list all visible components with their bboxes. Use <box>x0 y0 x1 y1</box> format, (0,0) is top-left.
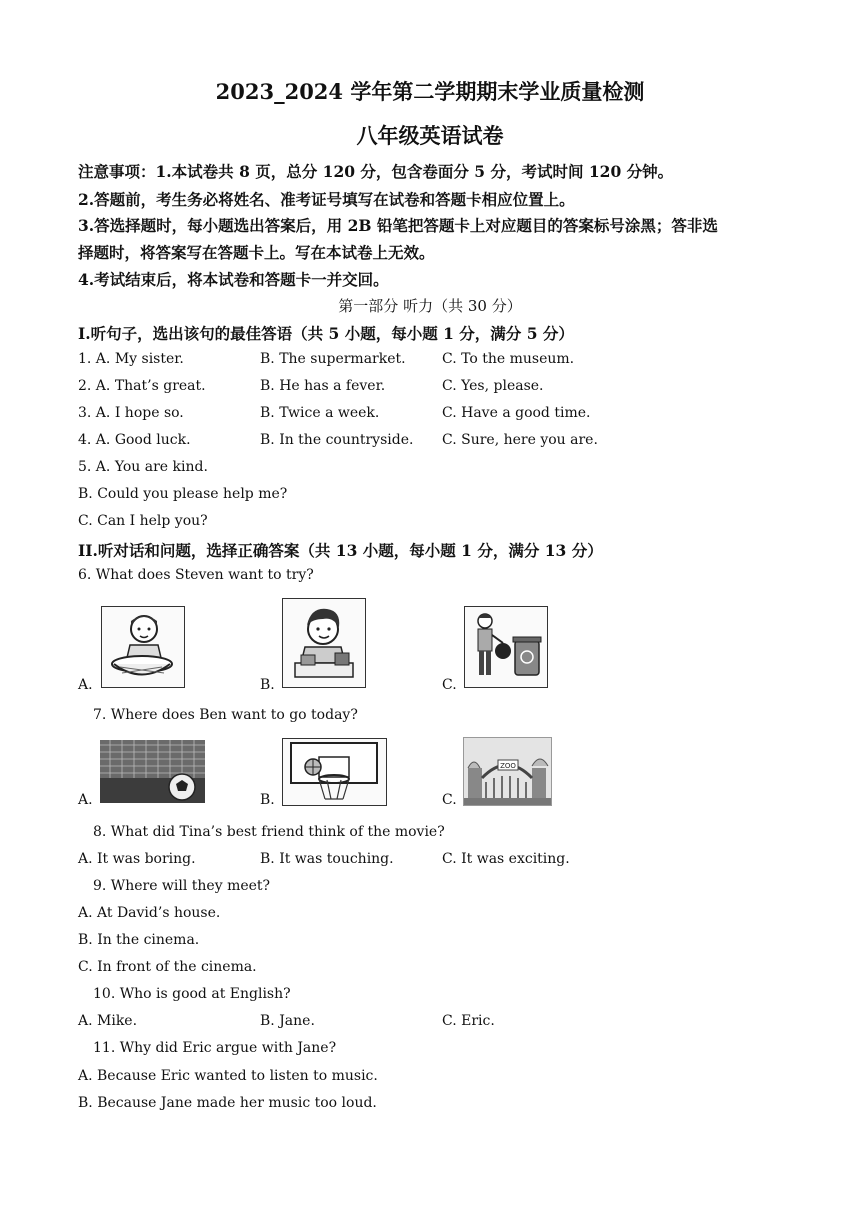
boy-washing-basin-icon <box>101 606 185 688</box>
note-line-2: 2.答题前，考生务必将姓名、准考证号填写在试卷和答题卡相应位置上。 <box>78 190 575 209</box>
q7-question: 7. Where does Ben want to go today? <box>93 707 358 723</box>
zoo-gate-icon <box>463 737 552 806</box>
q9-option-b: B. In the cinema. <box>78 932 200 948</box>
q7-option-a-label: A. <box>78 792 93 808</box>
q10-option-a: A. Mike. <box>78 1013 138 1029</box>
q2-option-b: B. He has a fever. <box>260 378 386 394</box>
q10-option-b: B. Jane. <box>260 1013 315 1029</box>
q6-question: 6. What does Steven want to try? <box>78 567 314 583</box>
q5-option-b: B. Could you please help me? <box>78 486 288 502</box>
q4-option-a: 4. A. Good luck. <box>78 432 191 448</box>
q5-option-a: 5. A. You are kind. <box>78 459 208 475</box>
q1-option-a: 1. A. My sister. <box>78 351 184 367</box>
q6-option-a-label: A. <box>78 677 93 693</box>
note-line-4: 择题时，将答案写在答题卡上。写在本试卷上无效。 <box>78 243 435 262</box>
q2-option-c: C. Yes, please. <box>442 378 544 394</box>
section2-heading: II.听对话和问题，选择正确答案（共 13 小题，每小题 1 分，满分 13 分） <box>78 541 603 560</box>
exam-title: 2023_2024 学年第二学期期末学业质量检测 <box>215 79 645 104</box>
q11-question: 11. Why did Eric argue with Jane? <box>93 1040 337 1056</box>
exam-subtitle: 八年级英语试卷 <box>356 123 504 148</box>
q8-option-a: A. It was boring. <box>78 851 196 867</box>
q1-option-c: C. To the museum. <box>442 351 575 367</box>
q9-question: 9. Where will they meet? <box>93 878 271 894</box>
note-line-5: 4.考试结束后，将本试卷和答题卡一并交回。 <box>78 270 389 289</box>
football-goal-icon <box>100 740 205 803</box>
q9-option-c: C. In front of the cinema. <box>78 959 257 975</box>
q3-option-b: B. Twice a week. <box>260 405 380 421</box>
q9-option-a: A. At David’s house. <box>78 905 221 921</box>
q2-option-a: 2. A. That’s great. <box>78 378 206 394</box>
note-line-3: 3.答选择题时，每小题选出答案后，用 2B 铅笔把答题卡上对应题目的答案标号涂黑；答非选 <box>78 216 718 235</box>
q7-option-c-label: C. <box>442 792 457 808</box>
q3-option-a: 3. A. I hope so. <box>78 405 184 421</box>
q10-question: 10. Who is good at English? <box>93 986 291 1002</box>
q7-option-b-label: B. <box>260 792 275 808</box>
q6-option-b-label: B. <box>260 677 275 693</box>
note-line-1: 注意事项：1.本试卷共 8 页，总分 120 分，包含卷面分 5 分，考试时间 120 分钟。 <box>78 162 674 181</box>
q11-option-a: A. Because Eric wanted to listen to music. <box>78 1068 378 1084</box>
q3-option-c: C. Have a good time. <box>442 405 591 421</box>
q6-option-c-label: C. <box>442 677 457 693</box>
boy-cooking-icon <box>282 598 366 688</box>
zoo-sign-text: ZOO <box>500 762 516 770</box>
q11-option-b: B. Because Jane made her music too loud. <box>78 1095 377 1111</box>
q10-option-c: C. Eric. <box>442 1013 495 1029</box>
q1-option-b: B. The supermarket. <box>260 351 406 367</box>
q8-option-c: C. It was exciting. <box>442 851 570 867</box>
q8-question: 8. What did Tina’s best friend think of the movie? <box>93 824 445 840</box>
q8-option-b: B. It was touching. <box>260 851 394 867</box>
q4-option-b: B. In the countryside. <box>260 432 414 448</box>
man-recycling-trash-icon <box>464 606 548 688</box>
q5-option-c: C. Can I help you? <box>78 513 208 529</box>
part1-title: 第一部分 听力（共 30 分） <box>338 297 522 315</box>
basketball-hoop-icon <box>282 738 387 806</box>
section1-heading: I.听句子，选出该句的最佳答语（共 5 小题，每小题 1 分，满分 5 分） <box>78 324 574 343</box>
q4-option-c: C. Sure, here you are. <box>442 432 598 448</box>
